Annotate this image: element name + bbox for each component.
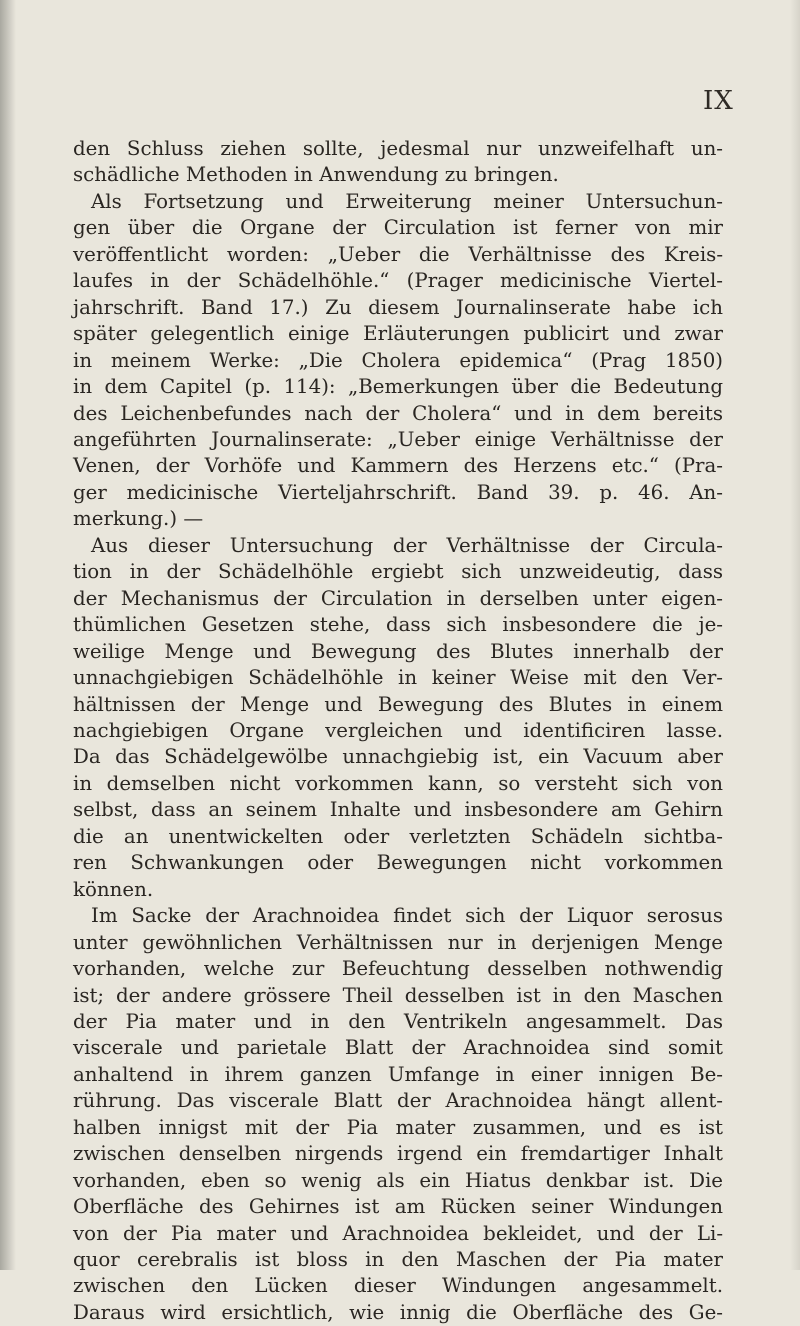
text-line: Oberfläche des Gehirnes ist am Rücken seiner Windungen — [73, 1195, 723, 1219]
text-line: selbst, dass an seinem Inhalte und insbesondere am Gehirn — [73, 798, 723, 822]
text-line: nachgiebigen Organe vergleichen und identificiren lasse. — [73, 718, 723, 742]
text-line: vorhanden, welche zur Befeuchtung desselben nothwendig — [73, 957, 723, 981]
text-line: der Mechanismus der Circulation in derselben unter eigen- — [73, 586, 723, 610]
text-line: zwischen denselben nirgends irgend ein fremdartiger Inhalt — [73, 1142, 723, 1166]
page-left-edge-shadow — [0, 0, 16, 1270]
text-line: rührung. Das viscerale Blatt der Arachnoidea hängt allent- — [73, 1089, 723, 1113]
text-line: unter gewöhnlichen Verhältnissen nur in derjenigen Menge — [73, 930, 723, 954]
text-line: thümlichen Gesetzen stehe, dass sich insbesondere die je- — [73, 613, 723, 637]
text-line: Als Fortsetzung und Erweiterung meiner Untersuchun- — [91, 189, 723, 213]
text-line: Daraus wird ersichtlich, wie innig die Oberfläche des Ge- — [73, 1300, 723, 1324]
text-line: Da das Schädelgewölbe unnachgiebig ist, ein Vacuum aber — [73, 745, 723, 769]
text-line: halben innigst mit der Pia mater zusammen, und es ist — [73, 1115, 723, 1139]
text-line: in demselben nicht vorkommen kann, so versteht sich von — [73, 771, 723, 795]
text-line: ren Schwankungen oder Bewegungen nicht vorkommen — [73, 851, 723, 875]
text-line: zwischen den Lücken dieser Windungen angesammelt. — [73, 1274, 723, 1298]
text-line: Venen, der Vorhöfe und Kammern des Herzens etc.“ (Pra- — [73, 454, 723, 478]
text-line: die an unentwickelten oder verletzten Schädeln sichtba- — [73, 824, 723, 848]
text-line: ger medicinische Vierteljahrschrift. Band 39. p. 46. An- — [73, 480, 723, 504]
text-line: der Pia mater und in den Ventrikeln angesammelt. Das — [73, 1009, 723, 1033]
text-line: Aus dieser Untersuchung der Verhältnisse der Circula- — [91, 533, 723, 557]
text-line: jahrschrift. Band 17.) Zu diesem Journalinserate habe ich — [73, 295, 723, 319]
text-line: schädliche Methoden in Anwendung zu bringen. — [73, 163, 559, 187]
page-number: IX — [703, 86, 734, 116]
text-line: Im Sacke der Arachnoidea findet sich der Liquor serosus — [91, 904, 723, 928]
text-line: angeführten Journalinserate: „Ueber einige Verhältnisse der — [73, 427, 723, 451]
text-line: tion in der Schädelhöhle ergiebt sich unzweideutig, dass — [73, 560, 723, 584]
text-line: von der Pia mater und Arachnoidea bekleidet, und der Li- — [73, 1221, 723, 1245]
text-line: laufes in der Schädelhöhle.“ (Prager medicinische Viertel- — [73, 269, 723, 293]
text-line: in dem Capitel (p. 114): „Bemerkungen über die Bedeutung — [73, 375, 723, 399]
text-line: anhaltend in ihrem ganzen Umfange in einer innigen Be- — [73, 1062, 723, 1086]
text-line: veröffentlicht worden: „Ueber die Verhältnisse des Kreis- — [73, 242, 723, 266]
page-right-edge — [790, 0, 800, 1270]
body-text — [73, 136, 723, 1326]
text-line: gen über die Organe der Circulation ist ferner von mir — [73, 216, 723, 240]
text-line: des Leichenbefundes nach der Cholera“ und in dem bereits — [73, 401, 723, 425]
text-line: den Schluss ziehen sollte, jedesmal nur unzweifelhaft un- — [73, 137, 723, 160]
text-line: in meinem Werke: „Die Cholera epidemica“ (Prag 1850) — [73, 348, 723, 372]
text-line: können. — [73, 877, 154, 901]
text-line: später gelegentlich einige Erläuterungen publicirt und zwar — [73, 322, 723, 346]
text-line: hältnissen der Menge und Bewegung des Blutes in einem — [73, 692, 723, 716]
text-line: weilige Menge und Bewegung des Blutes innerhalb der — [73, 639, 723, 663]
text-line: ist; der andere grössere Theil desselben ist in den Maschen — [73, 983, 723, 1007]
text-line: viscerale und parietale Blatt der Arachnoidea sind somit — [73, 1036, 723, 1060]
text-line: quor cerebralis ist bloss in den Maschen der Pia mater — [73, 1248, 723, 1272]
text-line: vorhanden, eben so wenig als ein Hiatus denkbar ist. Die — [73, 1168, 723, 1192]
text-line: merkung.) — — [73, 507, 204, 531]
text-line: unnachgiebigen Schädelhöhle in keiner Weise mit den Ver- — [73, 666, 723, 690]
